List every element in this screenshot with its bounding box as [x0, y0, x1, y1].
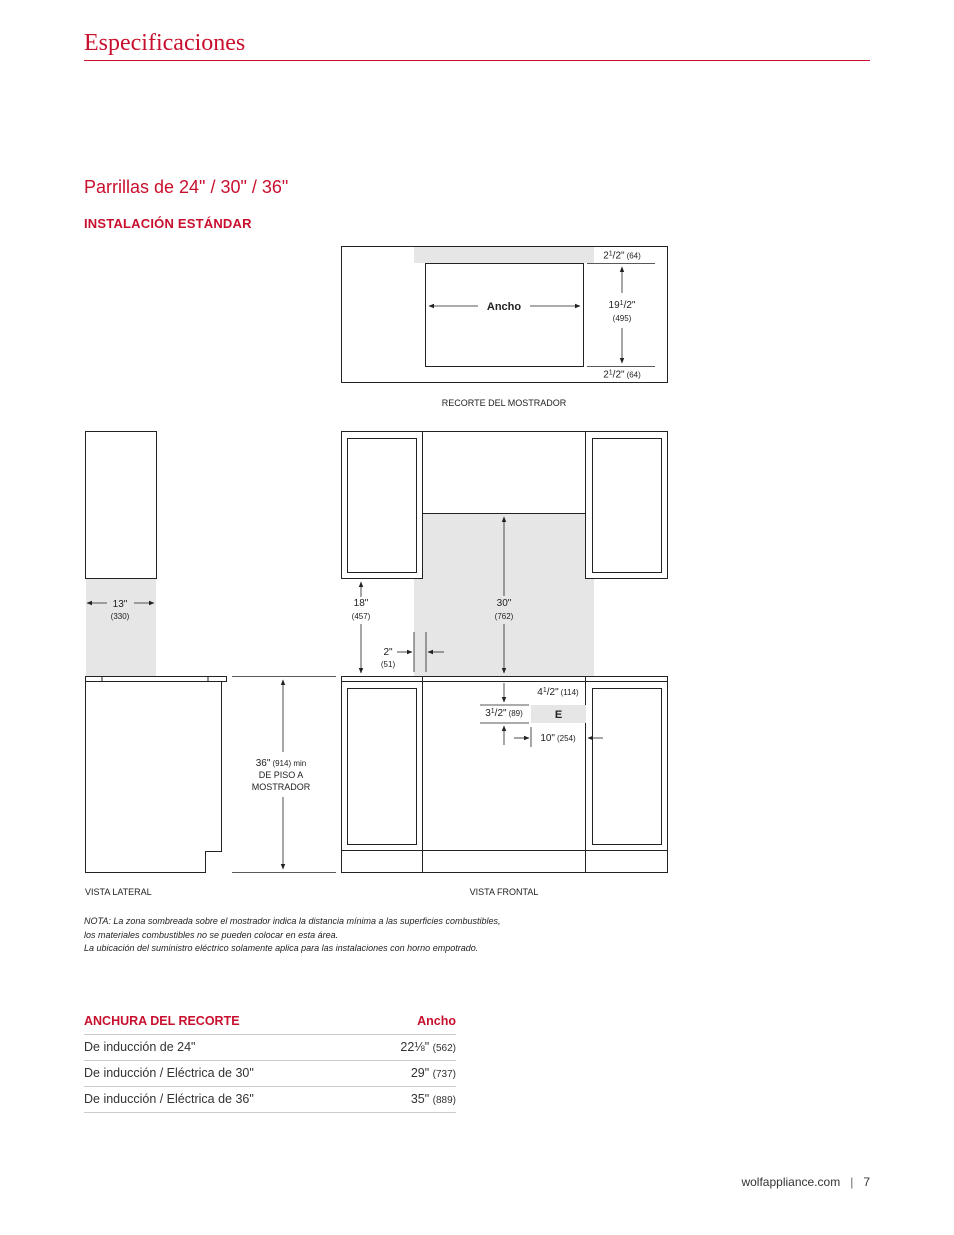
top-margin-dimension: $2^1/2$" (64)	[603, 250, 641, 262]
cutout-width-table	[84, 1014, 456, 1113]
cutout-caption: RECORTE DEL MOSTRADOR	[441, 398, 567, 408]
note-line-3: La ubicación del suministro eléctrico solamente aplica para las instalaciones con horno empotrado.	[84, 943, 479, 953]
row-value: 35" (889)	[410, 1092, 456, 1106]
page-title: Especificaciones	[84, 30, 246, 56]
footer-site-link[interactable]: wolfappliance.com	[741, 1175, 841, 1189]
note-line-2: los materiales combustibles no se pueden colocar en esta área.	[84, 929, 339, 940]
subsection-title: INSTALACIÓN ESTÁNDAR	[84, 216, 252, 231]
page-footer: wolfappliance.com | 7	[741, 1175, 870, 1189]
upper-cabinet-right	[586, 432, 668, 579]
row-value: 22⅛" (562)	[400, 1040, 456, 1054]
side-shaded-zone	[86, 579, 156, 676]
table-row	[84, 1087, 456, 1113]
floor-height-dimension: 36" (914) min	[255, 758, 307, 769]
front-shaded-bridge-left	[414, 579, 423, 676]
cutout-opening	[426, 264, 584, 367]
side-clearance-metric: (330)	[110, 612, 130, 621]
depth-dimension: $19^1/2$"	[608, 300, 636, 311]
front-view	[342, 432, 668, 898]
side-lower-cabinet	[86, 682, 222, 873]
width-label: Ancho	[486, 301, 522, 313]
side-view	[85, 432, 336, 898]
page-number: 7	[863, 1175, 870, 1189]
cutout-shaded-band	[414, 247, 594, 263]
overhead-clearance-metric: (762)	[494, 612, 514, 621]
diagram-note	[84, 915, 501, 956]
table-row	[84, 1061, 456, 1087]
lower-cabinet-left-door	[348, 689, 417, 845]
table-header-name: ANCHURA DEL RECORTE	[84, 1014, 240, 1028]
side-gap-metric: (51)	[380, 660, 396, 669]
side-gap-dimension: 2"	[383, 647, 393, 658]
upper-cabinet-left	[342, 432, 423, 579]
upper-cabinet-center	[423, 432, 586, 514]
side-clearance-dimension: 13"	[112, 599, 128, 610]
countertop-cutout-view	[342, 247, 668, 409]
table-row	[84, 1035, 456, 1061]
row-name: De inducción de 24"	[84, 1040, 196, 1054]
outlet-top-dimension: $4^1/2$" (114)	[537, 687, 579, 698]
cabinet-clearance-dimension: 18"	[353, 598, 369, 609]
row-name: De inducción / Eléctrica de 30"	[84, 1066, 254, 1080]
front-countertop	[342, 677, 668, 682]
outlet-offset-dimension: 10" (254)	[540, 733, 576, 744]
outlet-label: E	[554, 709, 563, 721]
front-view-caption: VISTA FRONTAL	[469, 887, 539, 897]
lower-cabinet-right-door	[593, 689, 662, 845]
side-countertop	[86, 677, 227, 682]
cabinet-clearance-metric: (457)	[351, 612, 371, 621]
row-name: De inducción / Eléctrica de 36"	[84, 1092, 254, 1106]
section-title: Parrillas de 24" / 30" / 36"	[84, 177, 289, 197]
table-header-value: Ancho	[417, 1014, 456, 1028]
side-upper-cabinet	[86, 432, 157, 579]
floor-height-line2: MOSTRADOR	[251, 782, 311, 792]
bottom-margin-dimension: $2^1/2$" (64)	[603, 369, 641, 381]
overhead-clearance-dimension: 30"	[496, 598, 512, 609]
depth-dimension-metric: (495)	[612, 314, 632, 323]
outlet-height-dimension: $3^1/2$" (89)	[485, 708, 523, 719]
floor-height-line1: DE PISO A	[258, 770, 304, 780]
side-view-caption: VISTA LATERAL	[85, 887, 152, 897]
note-line-1: NOTA: La zona sombreada sobre el mostrador indica la distancia mínima a las superficies combustibles,	[84, 916, 501, 926]
table-header	[84, 1014, 456, 1035]
row-value: 29" (737)	[410, 1066, 456, 1080]
